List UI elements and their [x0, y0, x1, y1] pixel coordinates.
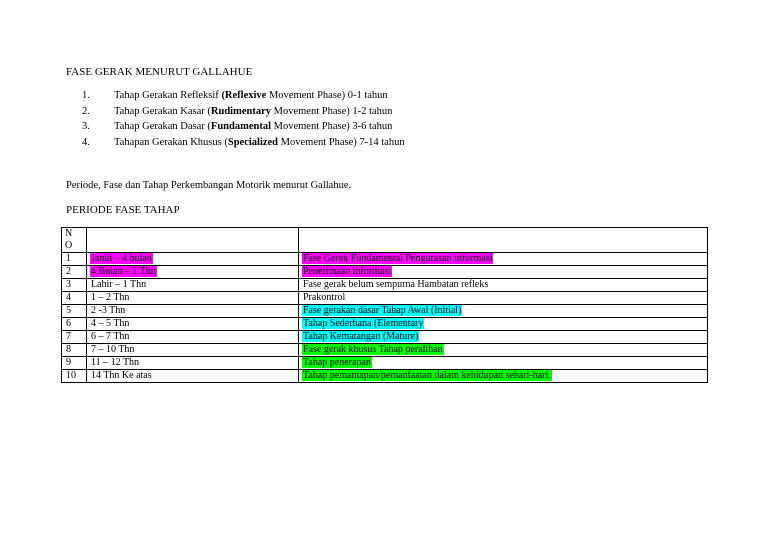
- cell-period: [87, 266, 299, 279]
- cell-period-text: Janin – 4 bulan: [91, 253, 152, 264]
- cell-phase: [299, 253, 708, 266]
- cell-period-text: 4 – 5 Thn: [91, 318, 130, 329]
- table-body: [62, 228, 708, 383]
- phase-text: Tahap Gerakan Refleksif: [114, 90, 222, 101]
- list-number: 3.: [82, 121, 90, 132]
- document-title: FASE GERAK MENURUT GALLAHUE: [66, 66, 253, 78]
- cell-phase: [299, 305, 708, 318]
- list-item: [66, 119, 405, 135]
- cell-period: [87, 279, 299, 292]
- cell-phase-text: Fase gerakan dasar Tahap Awal (Initial): [303, 305, 462, 316]
- cell-period: [87, 370, 299, 383]
- development-table: [61, 227, 708, 383]
- cell-period-text: 7 – 10 Thn: [91, 344, 135, 355]
- phase-term: Specialized: [227, 136, 279, 148]
- cell-no-text: 9: [66, 357, 71, 368]
- cell-no-text: 6: [66, 318, 71, 329]
- cell-no-text: 7: [66, 331, 71, 342]
- phase-text: Movement Phase) 0-1 tahun: [266, 90, 388, 101]
- table-header-row: [62, 228, 708, 253]
- cell-period: [87, 357, 299, 370]
- cell-phase: [299, 318, 708, 331]
- phase-term: Fundamental: [210, 121, 272, 132]
- phase-text: Tahapan Gerakan Khusus (: [114, 136, 228, 148]
- list-number: 4.: [82, 136, 90, 148]
- cell-phase-text: Fase gerak khusus Tahap peralihan: [303, 344, 443, 355]
- cell-no: [62, 370, 87, 383]
- table-row: [62, 344, 708, 357]
- cell-no: [62, 344, 87, 357]
- cell-phase-text: Tahap Kematangan (Mature): [303, 331, 419, 342]
- phase-text: Tahap Gerakan Kasar (: [114, 105, 211, 117]
- cell-phase: [299, 357, 708, 370]
- table-row: [62, 370, 708, 383]
- cell-period-text: 6 – 7 Thn: [91, 331, 130, 342]
- cell-phase-text: Fase gerak belum sempurna Hambatan refleks: [303, 279, 489, 290]
- cell-period-text: 4 Bulan – 1 Thn: [91, 266, 156, 277]
- cell-no: [62, 331, 87, 344]
- cell-period-text: Lahir – 1 Thn: [91, 279, 147, 290]
- cell-phase: [299, 279, 708, 292]
- list-number: 2.: [82, 105, 90, 117]
- list-number: 1.: [82, 90, 90, 101]
- cell-no: [62, 305, 87, 318]
- cell-no: [62, 279, 87, 292]
- table-row: [62, 318, 708, 331]
- table-row: [62, 253, 708, 266]
- table-row: [62, 279, 708, 292]
- cell-no-text: 5: [66, 305, 71, 316]
- list-item: [66, 104, 405, 120]
- cell-no-text: 3: [66, 279, 71, 290]
- cell-phase: [299, 292, 708, 305]
- cell-phase: [299, 266, 708, 279]
- cell-phase-text: Tahap penerapan: [303, 357, 371, 368]
- cell-period: [87, 253, 299, 266]
- table-row: [62, 357, 708, 370]
- cell-no: [62, 318, 87, 331]
- cell-phase-text: Prakontrol: [303, 292, 346, 303]
- cell-period-text: 1 – 2 Thn: [91, 292, 130, 303]
- phase-text: Tahap Gerakan Dasar (: [114, 121, 211, 132]
- cell-no: [62, 253, 87, 266]
- header-cell-phase: [299, 228, 708, 253]
- cell-period: [87, 344, 299, 357]
- phase-text: Movement Phase) 7-14 tahun: [278, 136, 405, 148]
- phase-term: (Reflexive: [221, 90, 267, 101]
- header-cell-period: [87, 228, 299, 253]
- intro-paragraph: Periode, Fase dan Tahap Perkembangan Motorik menurut Gallahue.: [66, 180, 352, 191]
- cell-period-text: 14 Thn Ke atas: [91, 370, 152, 381]
- cell-phase-text: Tahap pemantapan/pemanfaatan dalam kehidupan sehari-hari.: [303, 370, 551, 381]
- cell-no-text: 2: [66, 266, 71, 277]
- cell-phase: [299, 344, 708, 357]
- cell-no: [62, 266, 87, 279]
- cell-period-text: 2 -3 Thn: [91, 305, 126, 316]
- cell-period-text: 11 – 12 Thn: [91, 357, 140, 368]
- cell-phase-text: Fase Gerak Fundamental Pengurasan informasi: [303, 253, 493, 264]
- cell-no-text: 1: [66, 253, 71, 264]
- list-item: [66, 135, 405, 151]
- header-cell-no: [62, 228, 87, 253]
- cell-period: [87, 331, 299, 344]
- header-no-line2: O: [65, 240, 73, 251]
- cell-period: [87, 292, 299, 305]
- table-heading: PERIODE FASE TAHAP: [66, 204, 180, 216]
- phase-term: Rudimentary: [210, 105, 272, 117]
- cell-phase-text: Tahap Sederhana (Elementary: [303, 318, 424, 329]
- cell-no: [62, 357, 87, 370]
- cell-no-text: 8: [66, 344, 71, 355]
- cell-phase: [299, 370, 708, 383]
- header-no-line1: N: [65, 228, 73, 239]
- cell-no-text: 4: [66, 292, 71, 303]
- phase-text: Movement Phase) 3-6 tahun: [271, 121, 393, 132]
- table-row: [62, 331, 708, 344]
- cell-no: [62, 292, 87, 305]
- table-row: [62, 305, 708, 318]
- cell-phase-text: Penerimaan informasi: [303, 266, 392, 277]
- table-row: [62, 292, 708, 305]
- phase-list: [66, 88, 405, 150]
- list-item: [66, 88, 405, 104]
- phase-text: Movement Phase) 1-2 tahun: [271, 105, 393, 117]
- cell-period: [87, 318, 299, 331]
- table-row: [62, 266, 708, 279]
- cell-period: [87, 305, 299, 318]
- cell-phase: [299, 331, 708, 344]
- cell-no-text: 10: [66, 370, 76, 381]
